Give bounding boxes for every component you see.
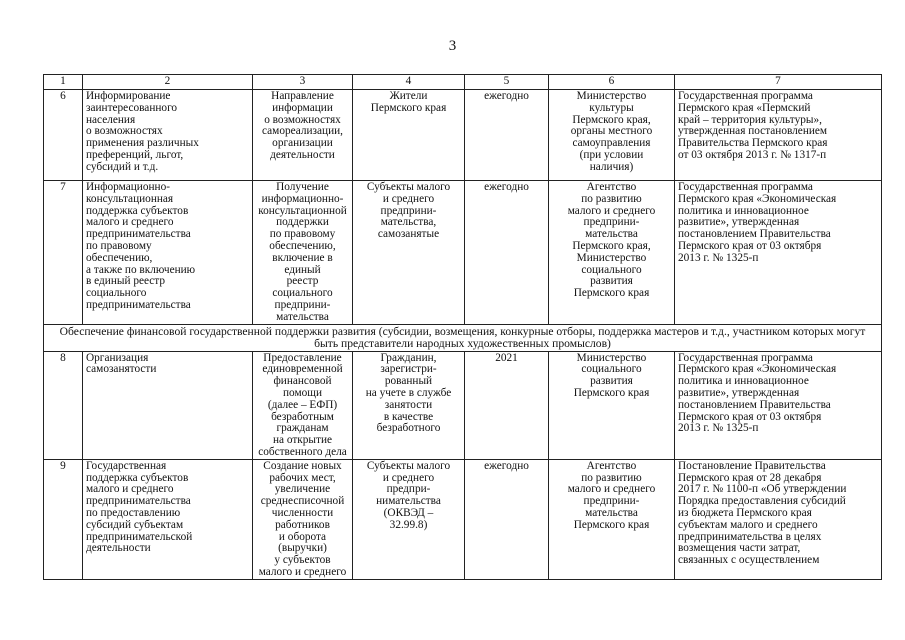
measure-direction: Создание новых рабочих мест, увеличение среднесписочной численности работников и оборота (выручки) у субъектов малого и среднего (253, 459, 353, 579)
measure-basis: Государственная программа Пермского края «Экономическая политика и инновационное развитие», утвержденная постановлением Правительства Пермского края от 03 октября 2013 г. № 1325-п (675, 181, 882, 325)
header-col-7: 7 (675, 75, 882, 90)
measures-table (43, 74, 882, 580)
measure-direction: Получение информационно- консультационной поддержки по правовому обеспечению, включение в единый реестр социального предприни- мательства (253, 181, 353, 325)
measure-target: Жители Пермского края (353, 90, 465, 181)
measure-period: ежегодно (465, 90, 549, 181)
page-number: 3 (448, 38, 457, 54)
section-header-row (44, 324, 882, 351)
measure-direction: Направление информации о возможностях самореализации, организации деятельности (253, 90, 353, 181)
row-number: 6 (44, 90, 83, 181)
measure-basis: Государственная программа Пермского края «Пермский край – территория культуры», утвержденная постановлением Правительства Пермского края от 03 октября 2013 г. № 1317-п (675, 90, 882, 181)
measure-period: ежегодно (465, 459, 549, 579)
table-row (44, 90, 882, 181)
table-row (44, 181, 882, 325)
measure-target: Гражданин, зарегистри- рованный на учете в службе занятости в качестве безработного (353, 351, 465, 459)
row-number: 9 (44, 459, 83, 579)
measure-executor: Министерство культуры Пермского края, органы местного самоуправления (при условии наличия) (549, 90, 675, 181)
header-row (44, 75, 882, 90)
section-title: Обеспечение финансовой государственной поддержки развития (субсидии, возмещения, конкурные отборы, поддержка мастеров и т.д., участником которых могут быть представители народных художественных промыслов) (44, 324, 882, 351)
measure-executor: Агентство по развитию малого и среднего предприни- мательства Пермского края, Министерство социального развития Пермского края (549, 181, 675, 325)
header-col-6: 6 (549, 75, 675, 90)
row-number: 8 (44, 351, 83, 459)
header-col-3: 3 (253, 75, 353, 90)
measure-name: Государственная поддержка субъектов малого и среднего предпринимательства по предоставлению субсидий субъектам предпринимательской деятельности (83, 459, 253, 579)
header-col-5: 5 (465, 75, 549, 90)
measure-name: Организация самозанятости (83, 351, 253, 459)
measure-direction: Предоставление единовременной финансовой помощи (далее – ЕФП) безработным гражданам на открытие собственного дела (253, 351, 353, 459)
header-col-4: 4 (353, 75, 465, 90)
measure-period: 2021 (465, 351, 549, 459)
row-number: 7 (44, 181, 83, 325)
header-col-2: 2 (83, 75, 253, 90)
header-col-1: 1 (44, 75, 83, 90)
measure-target: Субъекты малого и среднего предприни- мательства, самозанятые (353, 181, 465, 325)
measure-period: ежегодно (465, 181, 549, 325)
measure-name: Информационно- консультационная поддержка субъектов малого и среднего предпринимательства по правовому обеспечению, а также по включению в единый реестр социального предпринимательства (83, 181, 253, 325)
measure-executor: Министерство социального развития Пермского края (549, 351, 675, 459)
measure-target: Субъекты малого и среднего предпри- нимательства (ОКВЭД – 32.99.8) (353, 459, 465, 579)
table-row (44, 351, 882, 459)
measure-basis: Государственная программа Пермского края «Экономическая политика и инновационное развитие», утвержденная постановлением Правительства Пермского края от 03 октября 2013 г. № 1325-п (675, 351, 882, 459)
measure-basis: Постановление Правительства Пермского края от 28 декабря 2017 г. № 1100-п «Об утверждении Порядка предоставления субсидий из бюджета Пермского края субъектам малого и среднего предпринимательства в целях возмещения части затрат, связанных с осуществлением (675, 459, 882, 579)
measure-name: Информирование заинтересованного населения о возможностях применения различных преференций, льгот, субсидий и т.д. (83, 90, 253, 181)
table-row (44, 459, 882, 579)
measure-executor: Агентство по развитию малого и среднего предприни- мательства Пермского края (549, 459, 675, 579)
